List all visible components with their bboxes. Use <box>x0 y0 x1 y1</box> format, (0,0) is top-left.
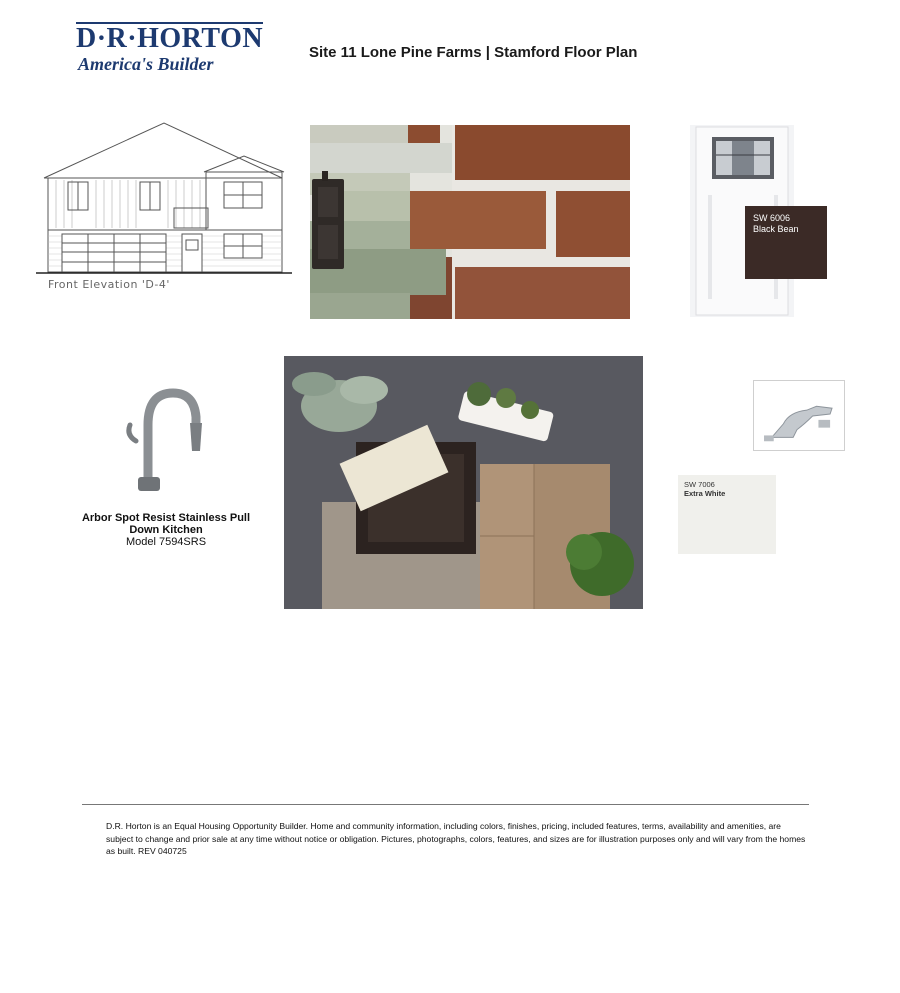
swatch-code: SW 6006 <box>753 213 791 223</box>
interior-materials-photo <box>284 356 643 609</box>
swatch-name: Black Bean <box>753 224 799 234</box>
logo-brand-text: D·R·HORTON <box>76 23 264 54</box>
page-title: Site 11 Lone Pine Farms | Stamford Floor Plan <box>309 44 638 61</box>
extra-white-paint-swatch <box>678 475 776 554</box>
front-elevation-drawing <box>36 120 292 295</box>
footer-divider <box>82 804 809 805</box>
footer-disclaimer: D.R. Horton is an Equal Housing Opportunity Builder. Home and community information, including colors, finishes, pricing, included features, terms, availability and amenities, are subject to change and prior sale at any time without notice or obligation. Pictures, photographs, colors, features, and sizes are for illustration purposes only and will vary from the homes as built. REV 040725 <box>106 821 806 857</box>
swatch-code: SW 7006 <box>684 480 715 489</box>
black-bean-paint-swatch <box>745 206 827 279</box>
drhorton-logo <box>76 22 264 76</box>
logo-tagline: America's Builder <box>78 54 214 74</box>
swatch-name: Extra White <box>684 489 726 498</box>
kitchen-faucet-name: Arbor Spot Resist Stainless Pull Down Kitchen <box>81 512 251 536</box>
exterior-materials-photo <box>310 125 630 319</box>
elevation-caption: Front Elevation 'D-4' <box>48 278 170 291</box>
kitchen-faucet-model: Model 7594SRS <box>125 536 207 548</box>
bath-faucet-photo <box>753 380 845 451</box>
kitchen-faucet-photo <box>118 385 208 495</box>
